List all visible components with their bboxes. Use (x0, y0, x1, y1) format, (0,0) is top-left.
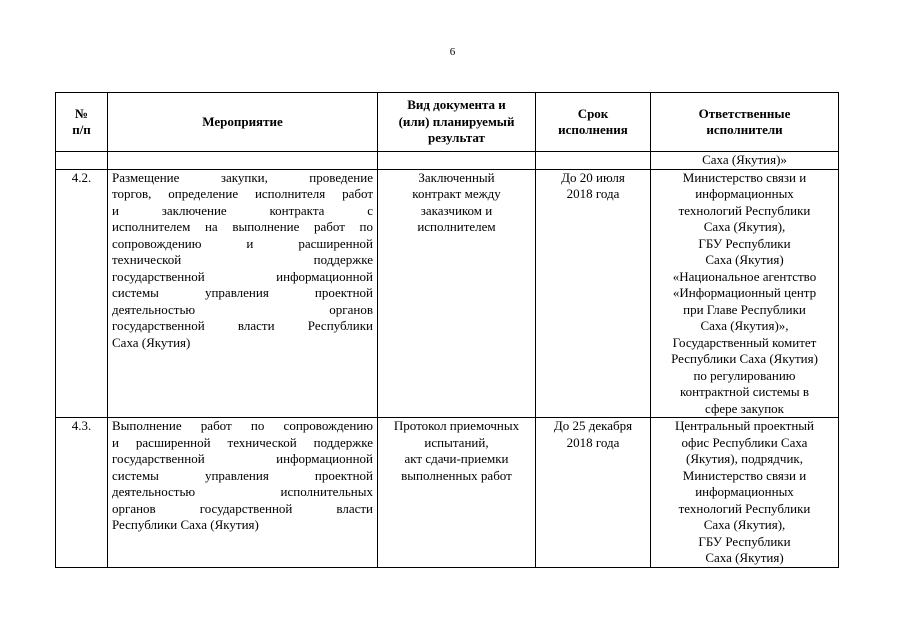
cell-document (378, 418, 536, 568)
text-line: результат (428, 130, 485, 146)
text-line: деятельностью органов (112, 301, 373, 317)
cell-document (378, 169, 536, 418)
text-line: сфере закупок (705, 400, 784, 416)
text-line: контракт между (412, 186, 501, 201)
text-line: государственной информационной (112, 268, 373, 284)
text-line: государственной информационной (112, 451, 373, 466)
text-line: исполнителем (417, 219, 496, 234)
text-line: Саха (Якутия) (705, 252, 784, 267)
text-line: «Информационный центр (672, 285, 817, 300)
text-line: Саха (Якутия) (705, 550, 784, 565)
text-line: Мероприятие (202, 113, 283, 129)
text-line: выполненных работ (401, 467, 512, 483)
text-line: заказчиком и (420, 202, 493, 218)
text-line: испытаний, (424, 434, 489, 450)
text-line: «Национальное агентство (672, 268, 817, 284)
text-line: технологий Республики (678, 500, 811, 516)
text-line: контрактной системы в (679, 384, 809, 399)
cell-num: 4.2. (56, 169, 108, 418)
text-line: 2018 года (566, 434, 620, 450)
cell-term (536, 169, 651, 418)
text-line: 2018 года (566, 186, 620, 201)
header-num (56, 93, 108, 152)
text-line: системы управления проектной (112, 285, 373, 300)
text-line: Государственный комитет (672, 334, 817, 350)
text-line: Вид документа и (407, 97, 506, 113)
page-number: 6 (449, 46, 456, 58)
text-line: ГБУ Республики (698, 235, 791, 251)
text-line: Ответственные (698, 105, 791, 121)
text-line: информационных (695, 186, 794, 201)
text-line: Министерство связи и (682, 467, 807, 483)
text-line: акт сдачи-приемки (404, 451, 509, 466)
text-line: государственной власти Республики (112, 318, 373, 333)
table-row (56, 418, 839, 568)
cell-responsible (651, 169, 839, 418)
text-line: сопровождению и расширенной (112, 235, 373, 251)
text-line: Заключенный (418, 169, 495, 185)
text-line: исполнители (706, 122, 783, 137)
text-line: исполнения (558, 122, 628, 137)
header-document (378, 93, 536, 152)
text-line: п/п (72, 122, 91, 137)
cell-term (536, 418, 651, 568)
cell-responsible (651, 152, 839, 170)
table-header-row (56, 93, 839, 152)
cell-term (536, 152, 651, 170)
text-line: Размещение закупки, проведение (112, 169, 373, 185)
text-line: при Главе Республики (683, 301, 806, 317)
text-line: технологий Республики (678, 202, 811, 218)
text-line: Саха (Якутия) (112, 334, 191, 350)
text-line: Протокол приемочных (393, 418, 520, 433)
cell-responsible (651, 418, 839, 568)
text-line: технической поддержке (112, 252, 373, 267)
text-line: деятельностью исполнительных (112, 484, 373, 499)
text-line: информационных (695, 484, 794, 499)
text-line: Министерство связи и (682, 169, 807, 185)
cell-num: 4.3. (56, 418, 108, 568)
text-line: Выполнение работ по сопровождению (112, 418, 373, 433)
header-activity (108, 93, 378, 152)
text-line: ГБУ Республики (698, 533, 791, 549)
cell-document (378, 152, 536, 170)
header-responsible (651, 93, 839, 152)
text-line: До 25 декабря (553, 418, 633, 433)
header-term (536, 93, 651, 152)
text-line: Саха (Якутия), (703, 219, 786, 234)
text-line: офис Республики Саха (681, 434, 808, 450)
text-line: До 20 июля (561, 169, 625, 185)
cell-activity (108, 418, 378, 568)
table-row-continuation (56, 152, 839, 170)
text-line: Республики Саха (Якутия) (671, 351, 818, 366)
text-line: системы управления проектной (112, 467, 373, 483)
text-line: торгов, определение исполнителя работ (112, 186, 373, 201)
text-line: Республики Саха (Якутия) (112, 517, 259, 532)
text-line: и расширенной технической поддержке (112, 434, 373, 450)
text-line: исполнителем на выполнение работ по (112, 219, 373, 234)
text-line: Саха (Якутия), (703, 517, 786, 532)
text-line: Срок (577, 105, 609, 121)
activity-plan-table (55, 92, 839, 568)
text-line: (Якутия), подрядчик, (686, 451, 803, 466)
text-line: и заключение контракта с (112, 202, 373, 218)
text-line: Саха (Якутия)» (702, 152, 787, 167)
text-line: органов государственной власти (112, 500, 373, 516)
table-row (56, 169, 839, 418)
text-line: Саха (Якутия)», (700, 318, 789, 333)
cell-num (56, 152, 108, 170)
text-line: (или) планируемый (398, 113, 515, 129)
cell-activity (108, 169, 378, 418)
cell-activity (108, 152, 378, 170)
text-line: по регулированию (693, 367, 796, 383)
text-line: № (74, 105, 89, 121)
text-line: Центральный проектный (674, 418, 814, 433)
